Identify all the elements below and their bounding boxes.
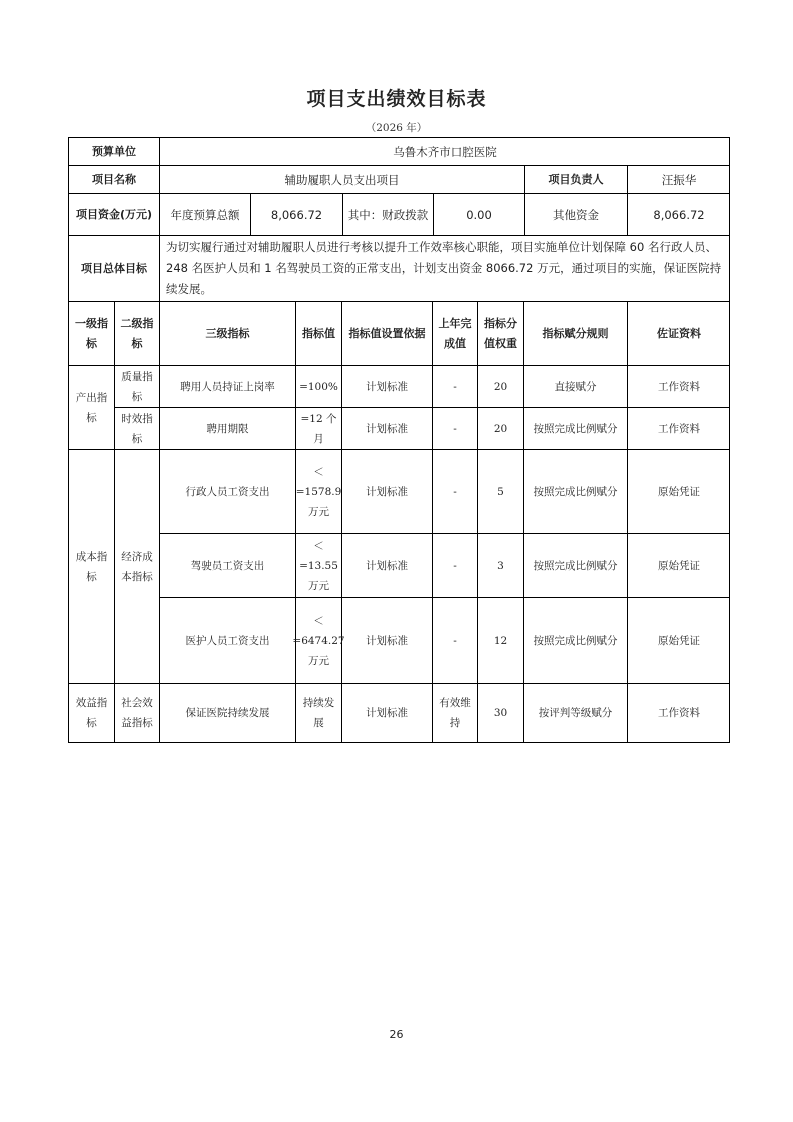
other-funds-label: 其他资金: [525, 194, 628, 236]
goal-text: 为切实履行通过对辅助履职人员进行考核以提升工作效率核心职能，项目实施单位计划保障 60 名行政人员、248 名医护人员和 1 名驾驶员工资的正常支出，计划支出资金 8066.72 万元，通过项目的实施，保证医院持续发展。: [160, 236, 730, 302]
indicator-evidence: 原始凭证: [628, 450, 730, 534]
level2-social-benefit: 社会效益指标: [115, 684, 160, 742]
fiscal-value: 0.00: [434, 194, 525, 236]
header-weight: 指标分值权重: [478, 302, 524, 366]
indicator-rule: 按照完成比例赋分: [524, 408, 628, 450]
document-year: （2026 年）: [365, 122, 428, 134]
level2-quality: 质量指标: [115, 366, 160, 408]
indicator-weight: 20: [478, 366, 524, 408]
indicator-weight: 3: [478, 534, 524, 598]
header-level3: 三级指标: [160, 302, 296, 366]
indicator-last-year: -: [433, 450, 478, 534]
level2-economic-cost: 经济成本指标: [115, 450, 160, 684]
indicator-value: 持续发展: [296, 684, 342, 742]
indicator-name: 驾驶员工资支出: [160, 534, 296, 598]
indicator-basis: 计划标准: [342, 408, 433, 450]
header-level1: 一级指标: [69, 302, 115, 366]
indicator-value: =12 个月: [296, 408, 342, 450]
performance-table: [68, 137, 730, 743]
header-evidence: 佐证资料: [628, 302, 730, 366]
level2-timeliness: 时效指标: [115, 408, 160, 450]
indicator-basis: 计划标准: [342, 598, 433, 684]
indicator-value: ＜=6474.27 万元: [296, 598, 342, 684]
indicator-evidence: 工作资料: [658, 707, 700, 719]
indicator-evidence: 工作资料: [628, 366, 730, 408]
indicator-name: 聘用期限: [160, 408, 296, 450]
annual-budget-value: 8,066.72: [251, 194, 343, 236]
indicator-rule: 按照完成比例赋分: [524, 450, 628, 534]
indicator-value: ＜=1578.9 万元: [296, 450, 342, 534]
manager-name: 汪振华: [628, 166, 730, 194]
indicator-weight: 20: [478, 408, 524, 450]
indicator-rule: 按照完成比例赋分: [524, 598, 628, 684]
indicator-name: 聘用人员持证上岗率: [160, 366, 296, 408]
other-funds-value: 8,066.72: [628, 194, 730, 236]
level1-output: 产出指标: [69, 366, 115, 450]
indicator-rule: 按评判等级赋分: [524, 684, 628, 742]
indicator-basis: 计划标准: [342, 684, 433, 742]
level1-cost: 成本指标: [69, 450, 115, 684]
indicator-evidence: 原始凭证: [628, 534, 730, 598]
project-name-label: 项目名称: [69, 166, 160, 194]
header-level2: 二级指标: [115, 302, 160, 366]
unit-label: 预算单位: [69, 138, 160, 166]
indicator-name: 行政人员工资支出: [160, 450, 296, 534]
indicator-last-year: -: [433, 534, 478, 598]
indicator-name: 医护人员工资支出: [160, 598, 296, 684]
indicator-last-year: -: [433, 598, 478, 684]
page-number: 26: [389, 1028, 404, 1041]
document-title: 项目支出绩效目标表: [306, 88, 487, 110]
indicator-value: ＜=13.55 万元: [296, 534, 342, 598]
indicator-name: 保证医院持续发展: [160, 684, 296, 742]
indicator-basis: 计划标准: [342, 366, 433, 408]
header-rule: 指标赋分规则: [524, 302, 628, 366]
manager-label: 项目负责人: [525, 166, 628, 194]
funds-label: 项目资金(万元): [69, 194, 160, 236]
indicator-last-year: -: [433, 366, 478, 408]
level1-benefit: 效益指标: [69, 684, 115, 742]
indicator-last-year: 有效维持: [433, 684, 478, 742]
header-last-year: 上年完成值: [433, 302, 478, 366]
indicator-rule: 按照完成比例赋分: [524, 534, 628, 598]
annual-budget-label: 年度预算总额: [160, 194, 251, 236]
header-basis: 指标值设置依据: [342, 302, 433, 366]
unit-value: 乌鲁木齐市口腔医院: [160, 138, 730, 166]
indicator-weight: 5: [478, 450, 524, 534]
indicator-weight: 12: [478, 598, 524, 684]
indicator-evidence: 原始凭证: [628, 598, 730, 684]
indicator-value: =100%: [296, 366, 342, 408]
indicator-weight: 30: [478, 684, 524, 742]
indicator-rule: 直接赋分: [524, 366, 628, 408]
indicator-evidence: 工作资料: [628, 408, 730, 450]
goal-label: 项目总体目标: [69, 236, 160, 302]
fiscal-label: 其中：财政拨款: [343, 194, 434, 236]
indicator-basis: 计划标准: [342, 534, 433, 598]
header-value: 指标值: [296, 302, 342, 366]
indicator-basis: 计划标准: [342, 450, 433, 534]
project-name: 辅助履职人员支出项目: [160, 166, 525, 194]
indicator-last-year: -: [433, 408, 478, 450]
